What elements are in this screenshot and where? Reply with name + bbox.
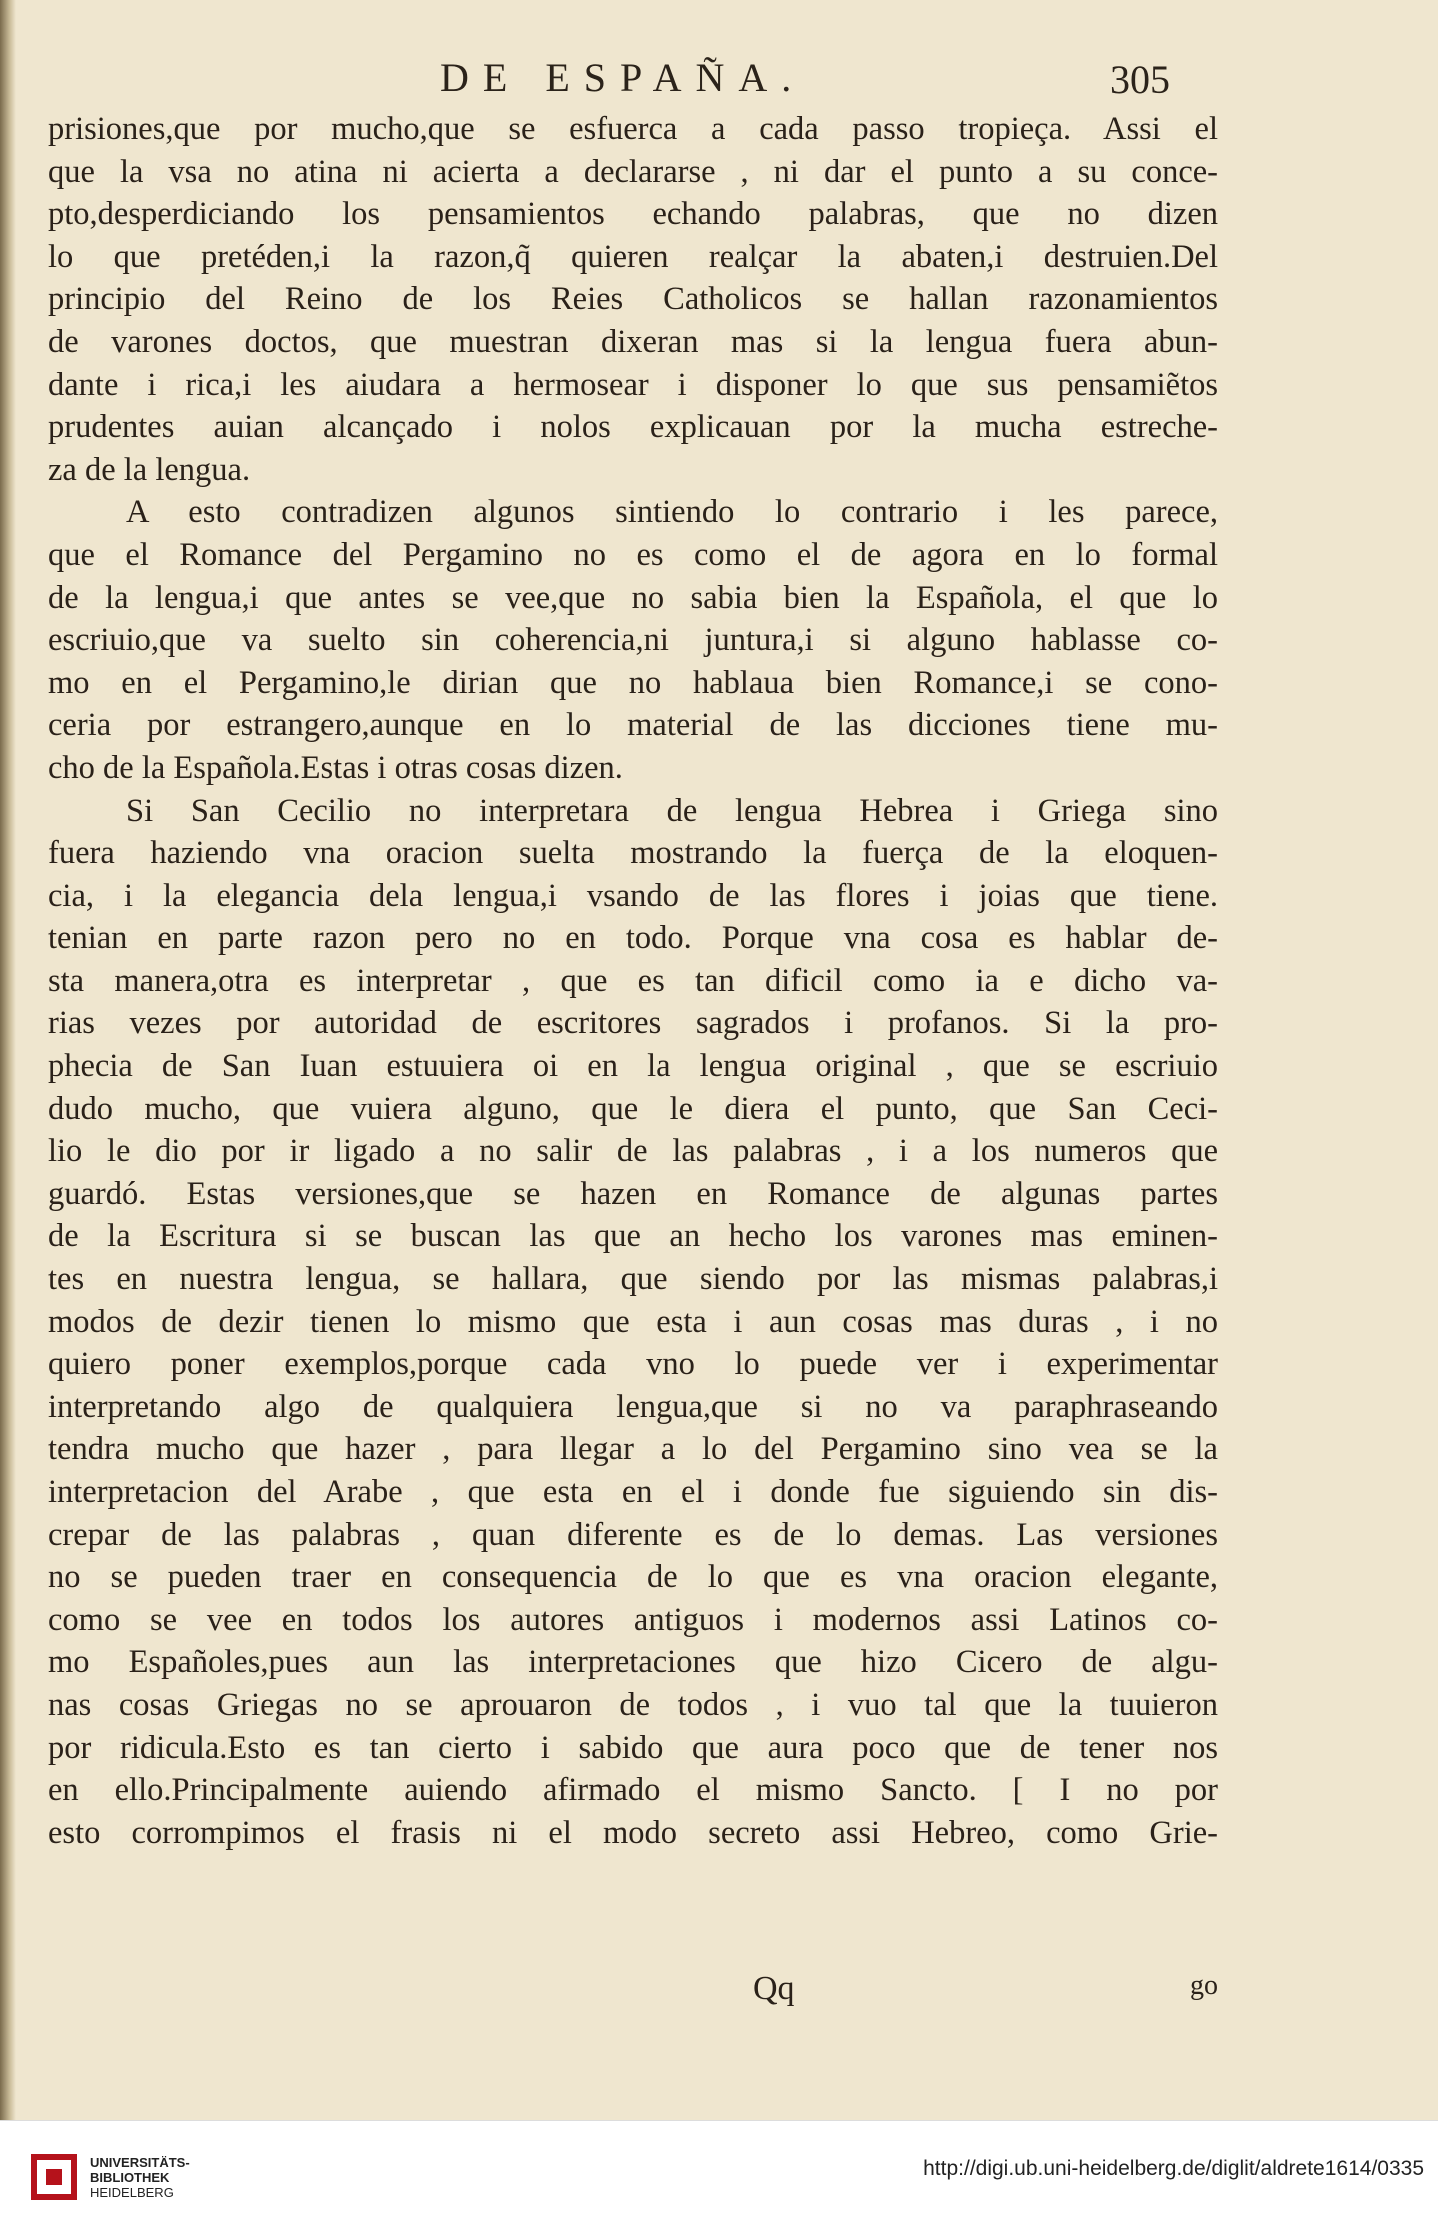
running-head: DE ESPAÑA.: [440, 55, 806, 100]
text-line: A esto contradizen algunos sintiendo lo contrario i les parece,: [126, 494, 1218, 531]
text-line: crepar de las palabras , quan diferente es de lo demas. Las versiones: [48, 1516, 1218, 1553]
text-line: como se vee en todos los autores antiguos i modernos assi Latinos co-: [48, 1601, 1218, 1638]
text-line: interpretacion del Arabe , que esta en el i donde fue siguiendo sin dis-: [48, 1474, 1218, 1510]
page-header: [0, 54, 1438, 104]
text-line: phecia de San Iuan estuuiera oi en la lengua original , que se escriuio: [48, 1048, 1218, 1085]
page-footer: [48, 1970, 1218, 2014]
text-line: nas cosas Griegas no se aprouaron de todos , i vuo tal que la tuuieron: [48, 1686, 1218, 1723]
text-line: cia, i la elegancia dela lengua,i vsando de las flores i joias que tiene.: [48, 877, 1218, 914]
text-line: de varones doctos, que muestran dixeran mas si la lengua fuera abun-: [48, 323, 1218, 360]
text-line: prisiones,que por mucho,que se esfuerca a cada passo tropieça. Assi el: [48, 111, 1218, 147]
library-name-line: BIBLIOTHEK: [90, 2170, 170, 2185]
text-line: tendra mucho que hazer , para llegar a lo del Pergamino sino vea se la: [48, 1431, 1218, 1468]
text-line: de la lengua,i que antes se vee,que no sabia bien la Española, el que lo: [48, 579, 1218, 616]
library-name-line: HEIDELBERG: [90, 2185, 174, 2200]
text-line: escriuio,que va suelto sin coherencia,ni juntura,i si alguno hablasse co-: [48, 622, 1218, 659]
text-line: fuera haziendo vna oracion suelta mostrando la fuerça de la eloquen-: [48, 835, 1218, 872]
text-line: lio le dio por ir ligado a no salir de las palabras , i a los numeros que: [48, 1133, 1218, 1170]
page-gutter-shadow: [0, 0, 16, 2120]
text-line: lo que pretéden,i la razon,q̃ quieren realçar la abaten,i destruien.Del: [48, 238, 1218, 275]
body-text: [48, 108, 1218, 1854]
text-line: que la vsa no atina ni acierta a declararse , ni dar el punto a su conce-: [48, 153, 1218, 190]
text-line: quiero poner exemplos,porque cada vno lo puede ver i experimentar: [48, 1346, 1218, 1383]
text-line: de la Escritura si se buscan las que an hecho los varones mas eminen-: [48, 1218, 1218, 1255]
text-line: Si San Cecilio no interpretara de lengua Hebrea i Griega sino: [126, 792, 1218, 829]
text-line: tenian en parte razon pero no en todo. Porque vna cosa es hablar de-: [48, 920, 1218, 957]
text-line: dante i rica,i les aiudara a hermosear i disponer lo que sus pensamiẽtos: [48, 366, 1218, 403]
text-line: mo en el Pergamino,le dirian que no hablaua bien Romance,i se cono-: [48, 664, 1218, 701]
library-logo-icon: [30, 2153, 78, 2201]
text-line: guardó. Estas versiones,que se hazen en Romance de algunas partes: [48, 1175, 1218, 1212]
text-line: tes en nuestra lengua, se hallara, que siendo por las mismas palabras,i: [48, 1261, 1218, 1298]
text-line: modos de dezir tienen lo mismo que esta i aun cosas mas duras , i no: [48, 1303, 1218, 1340]
text-line: que el Romance del Pergamino no es como el de agora en lo formal: [48, 536, 1218, 573]
text-line: rias vezes por autoridad de escritores sagrados i profanos. Si la pro-: [48, 1005, 1218, 1042]
text-line: por ridicula.Esto es tan cierto i sabido que aura poco que de tener nos: [48, 1729, 1218, 1766]
text-line: mo Españoles,pues aun las interpretaciones que hizo Cicero de algu-: [48, 1644, 1218, 1681]
source-url-link[interactable]: http://digi.ub.uni-heidelberg.de/diglit/aldrete1614/0335: [923, 2157, 1424, 2180]
library-footer-bar: [0, 2120, 1438, 2236]
text-line: interpretando algo de qualquiera lengua,que si no va paraphraseando: [48, 1388, 1218, 1425]
catchword: go: [1190, 1970, 1218, 2001]
text-line: za de la lengua.: [48, 451, 251, 488]
text-line: sta manera,otra es interpretar , que es tan dificil como ia e dicho va-: [48, 962, 1218, 999]
text-line: principio del Reino de los Reies Catholicos se hallan razonamientos: [48, 281, 1218, 318]
text-line: cho de la Española.Estas i otras cosas dizen.: [48, 749, 623, 786]
text-line: prudentes auian alcançado i nolos explicauan por la mucha estreche-: [48, 409, 1218, 446]
signature-mark: Qq: [753, 1970, 795, 2007]
page-number: 305: [1110, 57, 1170, 102]
text-line: esto corrompimos el frasis ni el modo secreto assi Hebreo, como Grie-: [48, 1814, 1218, 1851]
text-line: en ello.Principalmente auiendo afirmado el mismo Sancto. [ I no por: [48, 1772, 1218, 1809]
text-line: pto,desperdiciando los pensamientos echando palabras, que no dizen: [48, 196, 1218, 233]
library-name: [90, 2155, 190, 2200]
text-line: no se pueden traer en consequencia de lo que es vna oracion elegante,: [48, 1559, 1218, 1596]
library-name-line: UNIVERSITÄTS-: [90, 2155, 190, 2170]
text-line: dudo mucho, que vuiera alguno, que le diera el punto, que San Ceci-: [48, 1090, 1218, 1127]
text-line: ceria por estrangero,aunque en lo material de las dicciones tiene mu-: [48, 707, 1218, 744]
